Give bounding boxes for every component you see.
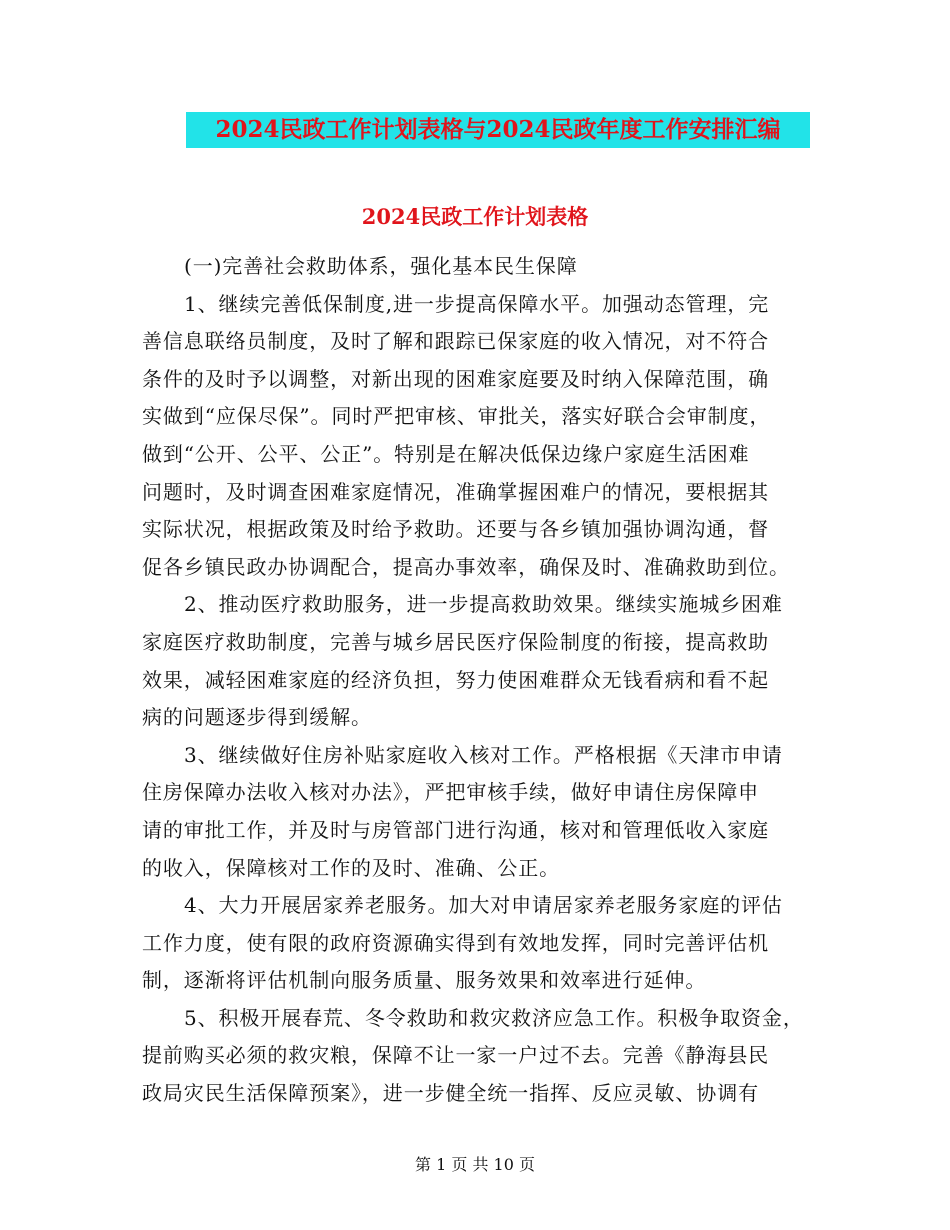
body-line: 住房保障办法收入核对办法》，严把审核手续，做好申请住房保障申	[142, 780, 759, 805]
body-line: 实际状况，根据政策及时给予救助。还要与各乡镇加强协调沟通，督	[142, 517, 769, 542]
body-line: 的收入，保障核对工作的及时、准确、公正。	[142, 855, 560, 880]
body-line: 4、大力开展居家养老服务。加大对申请居家养老服务家庭的评估	[184, 893, 783, 918]
body-line: 问题时，及时调查困难家庭情况，准确掌握困难户的情况，要根据其	[142, 479, 769, 504]
page-footer: 第 1 页 共 10 页	[415, 1155, 535, 1174]
body-line: 促各乡镇民政办协调配合，提高办事效率，确保及时、准确救助到位。	[142, 554, 790, 579]
body-line: 提前购买必须的救灾粮，保障不让一家一户过不去。完善《静海县民	[142, 1043, 769, 1068]
body-line: 家庭医疗救助制度，完善与城乡居民医疗保险制度的衔接，提高救助	[142, 629, 769, 654]
body-line: 政局灾民生活保障预案》，进一步健全统一指挥、反应灵敏、协调有	[142, 1081, 759, 1106]
body-line: 2、推动医疗救助服务，进一步提高救助效果。继续实施城乡困难	[184, 592, 783, 617]
body-line: 实做到“应保尽保”。同时严把审核、审批关，落实好联合会审制度，	[142, 404, 771, 429]
body-line: (一)完善社会救助体系，强化基本民生保障	[184, 254, 578, 278]
body-line: 效果，减轻困难家庭的经济负担，努力使困难群众无钱看病和看不起	[142, 667, 769, 692]
document-title: 2024民政工作计划表格与2024民政年度工作安排汇编	[186, 112, 810, 148]
body-line: 制，逐渐将评估机制向服务质量、服务效果和效率进行延伸。	[142, 968, 707, 993]
document-body	[142, 248, 820, 1113]
section-title: 2024民政工作计划表格	[361, 204, 589, 229]
body-line: 做到“公开、公平、公正”。特别是在解决低保边缘户家庭生活困难	[142, 441, 750, 466]
body-line: 条件的及时予以调整，对新出现的困难家庭要及时纳入保障范围，确	[142, 366, 769, 391]
body-line: 请的审批工作，并及时与房管部门进行沟通，核对和管理低收入家庭	[142, 817, 769, 842]
body-line: 善信息联络员制度，及时了解和跟踪已保家庭的收入情况，对不符合	[142, 329, 769, 354]
body-line: 工作力度，使有限的政府资源确实得到有效地发挥，同时完善评估机	[142, 930, 769, 955]
body-line: 1、继续完善低保制度,进一步提高保障水平。加强动态管理，完	[184, 291, 770, 316]
body-line: 5、积极开展春荒、冬令救助和救灾救济应急工作。积极争取资金，	[184, 1005, 804, 1030]
body-line: 病的问题逐步得到缓解。	[142, 705, 372, 730]
body-line: 3、继续做好住房补贴家庭收入核对工作。严格根据《天津市申请	[184, 742, 783, 767]
